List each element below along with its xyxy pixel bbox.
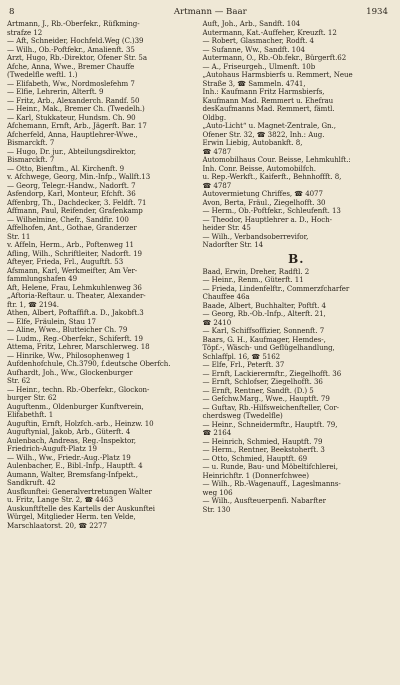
directory-entry-line: strafze 12 [7, 27, 43, 37]
directory-entry-line: — Aline, Wwe., Blutteicher Ch. 79 [7, 325, 128, 334]
directory-entry-line: Aufhardt, Joh., Ww., Glockenburger [7, 367, 133, 377]
directory-entry-line: Auguftin, Ernft, Holzfch.-arb., Heinzw. 10 [7, 418, 154, 428]
directory-entry-line: Afling, Wilh., Schriftleiter, Nadorft. 19 [7, 248, 142, 258]
directory-entry-line: Affenbrg, Th., Dachdecker, 3. Feldft. 71 [7, 197, 147, 207]
directory-entry-line: — Hugo, Dr. jur., Abteilungsdirektor, [7, 146, 136, 156]
directory-entry-line: Nadorfter Str. 14 [202, 240, 264, 249]
directory-entry-line: Afche, Anna, Wwe., Bremer Chauffe [7, 61, 135, 71]
directory-entry-line: ☎ 4787 [202, 146, 232, 156]
directory-entry-line: — Otto, Bienftm., Al. Kirchenft. 9 [7, 163, 125, 173]
directory-entry-line: „Auto-Licht“ u. Magnet-Zentrale, Gn., [202, 121, 336, 130]
directory-entry-line: — Guftav, Rb.-Hilfsweichenfteller, Cor- [202, 402, 339, 412]
directory-entry-line: fammlungshafen 49 [7, 274, 78, 283]
directory-entry-line: — u. Runde, Bau- und Möbeltifchlerei, [202, 462, 338, 471]
directory-entry-line: — Sufanne, Ww., Sandft. 104 [202, 44, 305, 54]
directory-entry-line: — Elfie, Lehrerin, Alterft. 9 [7, 87, 104, 96]
directory-entry-line: — Heinrich, Schmied, Hauptft. 79 [202, 436, 323, 446]
directory-entry-line: u. Fritz, Lange Str. 2, ☎ 4463 [7, 495, 114, 504]
directory-entry-line: Str. 62 [7, 376, 31, 385]
directory-entry-line: Würgel, Mitglieder Herm. ten Velde, [7, 512, 136, 521]
directory-entry-line: — A., Friseurgeh., Ulmenft. 10b [202, 61, 316, 71]
directory-entry-line: Str. 130 [202, 504, 231, 514]
directory-entry-line: Ofener Str. 32, ☎ 3822, Inh.: Aug. [202, 129, 325, 139]
section-range: Artmann — Baar [173, 7, 247, 17]
directory-entry-line: — Heinr., Renm., Güterft. 11 [202, 275, 304, 284]
page-number: 8 [9, 7, 15, 17]
directory-entry-line: — Robert, Glasmacher, Rodft. 4 [202, 36, 314, 45]
directory-entry-line: — Heinr., Schneidermftr., Hauptft. 79, [202, 419, 338, 429]
directory-entry-line: ftr. 1, ☎ 2194. [7, 299, 59, 309]
directory-entry-line: — Georg, Rb.-Ob.-Infp., Alterft. 21, [202, 309, 326, 318]
directory-entry-line: ☎ 2164 [202, 428, 232, 437]
directory-entry-line: Elifabethft. 1 [7, 410, 54, 419]
directory-entry-line: cherdsweg (Twedelfle) [202, 411, 283, 420]
left-column [7, 20, 195, 530]
directory-entry-line: Baars, G. H., Kaufmager, Hemdes-, [202, 334, 326, 344]
directory-entry-line: Afchemann, Ernft, Arb., Jägerft. Bar. 17 [7, 121, 147, 130]
directory-entry-line: Schlaffpl. 16, ☎ 5162 [202, 351, 281, 361]
directory-entry-line: Inh. Conr. Beisse, Automobilfch. [202, 163, 316, 173]
directory-entry-line: u. Rep.-Werkft., Kaiferft., Behnhoffft. 8, [202, 172, 342, 181]
letter-heading: B. [288, 251, 305, 266]
directory-entry-line: — Heinr., Mak., Bremer Ch. (Twedelh.) [7, 104, 145, 113]
directory-entry-line: Aft, Helene, Frau, Lehmkuhlenweg 36 [7, 282, 142, 292]
directory-entry-line: Affmann, Paul, Reifender, Grafenkamp [7, 206, 143, 215]
directory-entry-line: — Wilh., Verbandsoberrevifor, [202, 231, 309, 241]
directory-entry-line: ☎ 2410 [202, 317, 232, 327]
directory-entry-line: Auft, Joh., Arb., Sandft. 104 [202, 19, 301, 28]
directory-entry-line: — Elfe, Frl., Peterft. 37 [202, 360, 285, 369]
directory-entry-line: Bismarckft. 7 [7, 155, 55, 164]
directory-entry-line: — Karl, Stukkateur, Hundsm. Ch. 90 [7, 112, 136, 122]
directory-entry-line: Inh.: Kaufmann Fritz Harmsbierfs, [202, 87, 325, 96]
directory-entry-line: Auskunftftelle des Kartells der Auskunftei [7, 503, 155, 513]
directory-entry-line: desKaufmanns Mad. Remmert, fämtl. [202, 104, 335, 113]
directory-entry-line: — Herm., Rentner, Beekstoherft. 3 [202, 445, 325, 454]
directory-entry-line: weg 106 [202, 487, 233, 497]
directory-entry-line: Aulenbacher, E., Bibl.-Infp., Hauptft. 4 [7, 461, 143, 470]
directory-entry-line: Arzt, Hugo, Rb.-Direktor, Ofener Str. 5a [7, 53, 147, 62]
directory-entry-line: — Wilh., Ob.-Poftfekr., Amalienft. 35 [7, 44, 135, 54]
directory-entry-line: — Elifabeth, Ww., Nordmoslefehm 7 [7, 78, 135, 88]
directory-entry-line: — Ludm., Reg.-Oberfekr., Schiferft. 19 [7, 333, 143, 343]
directory-entry-line: Auguftynial, Jakob, Arb., Güterft. 4 [7, 427, 131, 436]
directory-entry-line: — Wilh., Ausfteuerpenfi. Nabarfter [202, 496, 326, 505]
directory-entry-line: Autermann, Kat.-Auffeher, Kreuzft. 12 [202, 27, 337, 37]
directory-entry-line: Aufdenhofchule, Ch.3790, f.deutsche Oberfch. [7, 359, 171, 368]
directory-entry-line: — Ernft, Lackierermftr., Ziegelhofft. 36 [202, 368, 342, 378]
directory-entry-line: — Frieda, Lindenfelftr., Commerzfcharfer [202, 283, 350, 293]
directory-entry-line: — Wilhelmine, Chefr., Sandfir. 100 [7, 214, 129, 224]
directory-entry-line: — Ernft, Rentner, Sandft. (D.) 5 [202, 385, 314, 395]
year: 1934 [366, 7, 388, 17]
directory-entry-line: ☎ 4787 [202, 180, 232, 190]
directory-entry-line: Artmann, J., Rb.-Oberfekr., Rüfkming- [7, 19, 140, 28]
directory-entry-line: — Aft, Schneider, Hochfeld.Weg (C.)39 [7, 36, 144, 45]
directory-entry-line: — Ernft, Schlofser, Ziegelhofft. 36 [202, 377, 323, 386]
directory-entry-line: — Wilh., Rb.-Wagenauff., Lageslmanns- [202, 479, 341, 488]
directory-entry-line: burger Str. 62 [7, 393, 57, 402]
directory-entry-line: Sandkruft. 42 [7, 478, 56, 487]
directory-entry-line: Töpf.-, Wäsch- und Geflügelhandlung, [202, 343, 335, 352]
directory-entry-line: — Heinr., techn. Rb.-Oberfekr., Glockon- [7, 384, 150, 394]
directory-entry-line: — Otto, Schmied, Hauptft. 69 [202, 453, 308, 463]
directory-entry-line: Afcherfeld, Anna, Hauptlehrer-Wwe., [7, 129, 138, 139]
directory-entry-line: Oldbg. [202, 112, 227, 122]
directory-entry-line: — Karl, Schiffsoffizier, Sonnenft. 7 [202, 326, 325, 335]
directory-entry-line: — Hinrike, Ww., Philosophenweg 1 [7, 350, 131, 360]
directory-entry-line: — Georg, Telegr.-Handw., Nadorft. 7 [7, 180, 136, 190]
directory-entry-line: — Fritz, Arb., Alexanderch. Randf. 50 [7, 95, 140, 105]
right-column [203, 20, 391, 530]
directory-entry-line: (Twedelfle weftl. 1.) [7, 70, 78, 79]
directory-entry-line: Kaufmann Mad. Remmert u. Ehefrau [202, 95, 334, 105]
directory-entry-line: v. Afchwege, Georg, Min.-Infp., Wallft.13 [7, 172, 151, 181]
directory-entry-line: Aulenbach, Andreas, Reg.-Inspektor, [7, 435, 136, 445]
directory-entry-line: Auguftenm., Oldenburger Kunftverein, [7, 401, 144, 411]
directory-entry-line: „Autohaus Harmsbierfs u. Remmert, Neue [202, 70, 353, 79]
directory-entry-line: — Gefchw.Marg., Wwe., Hauptft. 79 [202, 394, 330, 403]
directory-entry-line: — Elfe, Fräulein, Stau 17 [7, 316, 96, 326]
directory-entry-line: Marschlaatorst. 20, ☎ 2277 [7, 520, 108, 530]
directory-entry-line: Afsmann, Karl, Werkmeifter, Am Ver- [7, 265, 138, 275]
directory-entry-line: — Herm., Ob.-Poftfekr., Schleufenft. 13 [202, 206, 341, 215]
directory-entry-line: Afteyer, Frieda, Frl., Auguftft. 53 [7, 257, 124, 266]
directory-entry-line: heider Str. 45 [202, 223, 251, 232]
directory-entry-line: Automobilhaus Cour. Beisse, Lehmkuhlft.: [202, 155, 351, 164]
directory-entry-line: Str. 11 [7, 231, 31, 241]
columns [7, 20, 390, 530]
directory-entry-line: Asfendorp, Karl, Monteur, Efchft. 36 [7, 189, 136, 198]
directory-entry-line: Bismarckft. 7 [7, 138, 55, 147]
directory-entry-line: v. Affeln, Herm., Arb., Poftenweg 11 [7, 240, 134, 249]
directory-entry-line: „Aftoria-Reftaur. u. Theater, Alexander- [7, 291, 146, 300]
directory-entry-line: Attema, Fritz, Lehrer, Marschlerweg. 18 [7, 342, 150, 351]
directory-entry-line: Erwin Liebig, Autobankft. 8, [202, 138, 303, 147]
directory-entry-line: Autovermietung Chriffes, ☎ 4077 [202, 189, 323, 198]
directory-entry-line: — Wilh., Ww., Friedr.-Aug.-Platz 19 [7, 452, 131, 462]
directory-entry-line: Heinrichftr. 1 (Donnerfchwee) [202, 470, 309, 480]
directory-entry-line: Ausfkunftei: Generalvertretungen Walter [7, 486, 152, 496]
directory-entry-line: Straße 3, ☎ Sammeln. 4741, [202, 78, 306, 88]
directory-entry-line: Affelhofen, Ant., Gothae, Granderzer [7, 223, 137, 232]
running-head [7, 7, 390, 19]
directory-entry-line: Autermann, O., Rb.-Ob.fekr., Bürgerft.62 [202, 53, 347, 62]
directory-entry-line: Baade, Albert, Buchhalter, Poftft. 4 [202, 300, 326, 310]
directory-entry-line: Athen, Albert, Poftaffift.a. D., Jakobft.3 [7, 308, 144, 317]
directory-entry-line: Aumann, Walter, Bremsfang-Infpekt., [7, 469, 138, 479]
directory-entry-line: Chauffee 46a [202, 292, 250, 301]
directory-entry-line: Avon, Berta, Fräul., Ziegelhofft. 30 [202, 197, 326, 207]
directory-entry-line: Friedrich-Auguft-Platz 19 [7, 444, 97, 453]
directory-entry-line: Baad, Erwin, Dreher, Radftl. 2 [202, 266, 310, 276]
directory-entry-line: — Theodor, Hauptlehrer a. D., Hoch- [202, 214, 332, 224]
